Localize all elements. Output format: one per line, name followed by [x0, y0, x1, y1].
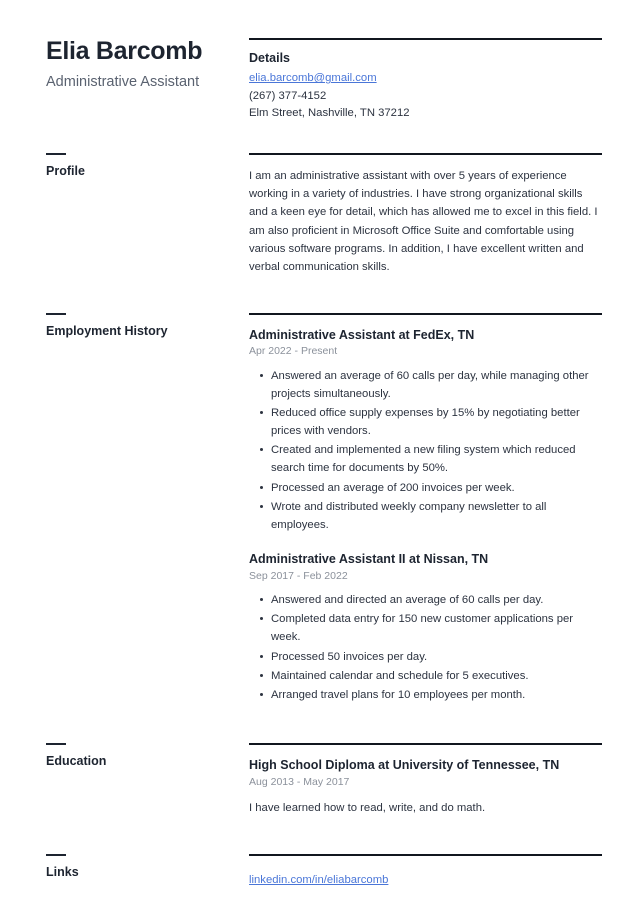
links-section — [249, 854, 602, 890]
employment-row — [46, 313, 602, 705]
header-identity — [46, 38, 249, 92]
list-item: Wrote and distributed weekly company newsletter to all employees. — [249, 498, 602, 534]
links-list — [249, 870, 602, 890]
links-row — [46, 854, 602, 890]
details-phone: (267) 377-4152 — [249, 89, 327, 102]
employment-entry-title: Administrative Assistant at FedEx, TN — [249, 327, 475, 342]
employment-entry-date: Apr 2022 - Present — [249, 345, 338, 358]
details-address: Elm Street, Nashville, TN 37212 — [249, 107, 410, 120]
sidebar-label-employment: Employment History — [46, 323, 168, 338]
employment-entry — [249, 551, 602, 704]
list-item: Arranged travel plans for 10 employees per month. — [249, 686, 602, 704]
profile-text: I am an administrative assistant with over 5 years of experience working in a variety of industries. I have strong organizational skills and a keen eye for detail, which has allowed me to excel in this field. I am also proficient in Microsoft Office Suite and comfortable using various software programs. In addition, I have excellent written and verbal communication skills. — [249, 169, 598, 274]
employment-entry-title: Administrative Assistant II at Nissan, TN — [249, 551, 489, 566]
list-item: Maintained calendar and schedule for 5 executives. — [249, 667, 602, 685]
employment-entry-bullets — [249, 591, 602, 703]
sidebar-item-links — [46, 854, 249, 881]
sidebar-label-profile: Profile — [46, 163, 85, 178]
education-row — [46, 743, 602, 818]
email-link[interactable]: elia.barcomb@gmail.com — [249, 72, 377, 85]
sidebar-label-links: Links — [46, 864, 79, 879]
sidebar-item-profile — [46, 153, 249, 180]
education-entry-title: High School Diploma at University of Tennessee, TN — [249, 757, 560, 772]
list-item: Answered and directed an average of 60 calls per day. — [249, 591, 602, 609]
employment-entry-date: Sep 2017 - Feb 2022 — [249, 569, 348, 582]
list-item: Completed data entry for 150 new customer applications per week. — [249, 610, 602, 646]
section-dash-icon — [46, 854, 66, 856]
section-dash-icon — [46, 743, 66, 745]
profile-row — [46, 153, 602, 277]
list-item: Processed 50 invoices per day. — [249, 648, 602, 666]
list-item: Created and implemented a new filing system which reduced search time for documents by 50%. — [249, 441, 602, 477]
sidebar-label-education: Education — [46, 753, 107, 768]
employment-entry-bullets — [249, 367, 602, 534]
job-title: Administrative Assistant — [46, 73, 200, 90]
sidebar-item-education — [46, 743, 249, 770]
list-item: Reduced office supply expenses by 15% by negotiating better prices with vendors. — [249, 404, 602, 440]
section-dash-icon — [46, 313, 66, 315]
education-entry-description: I have learned how to read, write, and do math. — [249, 802, 486, 815]
list-item: Processed an average of 200 invoices per week. — [249, 479, 602, 497]
linkedin-link[interactable]: linkedin.com/in/eliabarcomb — [249, 873, 389, 886]
details-email[interactable] — [249, 68, 602, 88]
page-title: Elia Barcomb — [46, 37, 203, 65]
education-entry — [249, 757, 602, 818]
details-section — [249, 38, 602, 123]
employment-entry — [249, 327, 602, 534]
section-dash-icon — [46, 153, 66, 155]
sidebar-item-employment — [46, 313, 249, 340]
list-item: Answered an average of 60 calls per day, while managing other projects simultaneously. — [249, 367, 602, 403]
education-section — [249, 743, 602, 818]
employment-section — [249, 313, 602, 705]
education-entry-date: Aug 2013 - May 2017 — [249, 775, 350, 788]
header-row — [46, 38, 602, 123]
profile-section — [249, 153, 602, 277]
details-heading: Details — [249, 51, 290, 65]
